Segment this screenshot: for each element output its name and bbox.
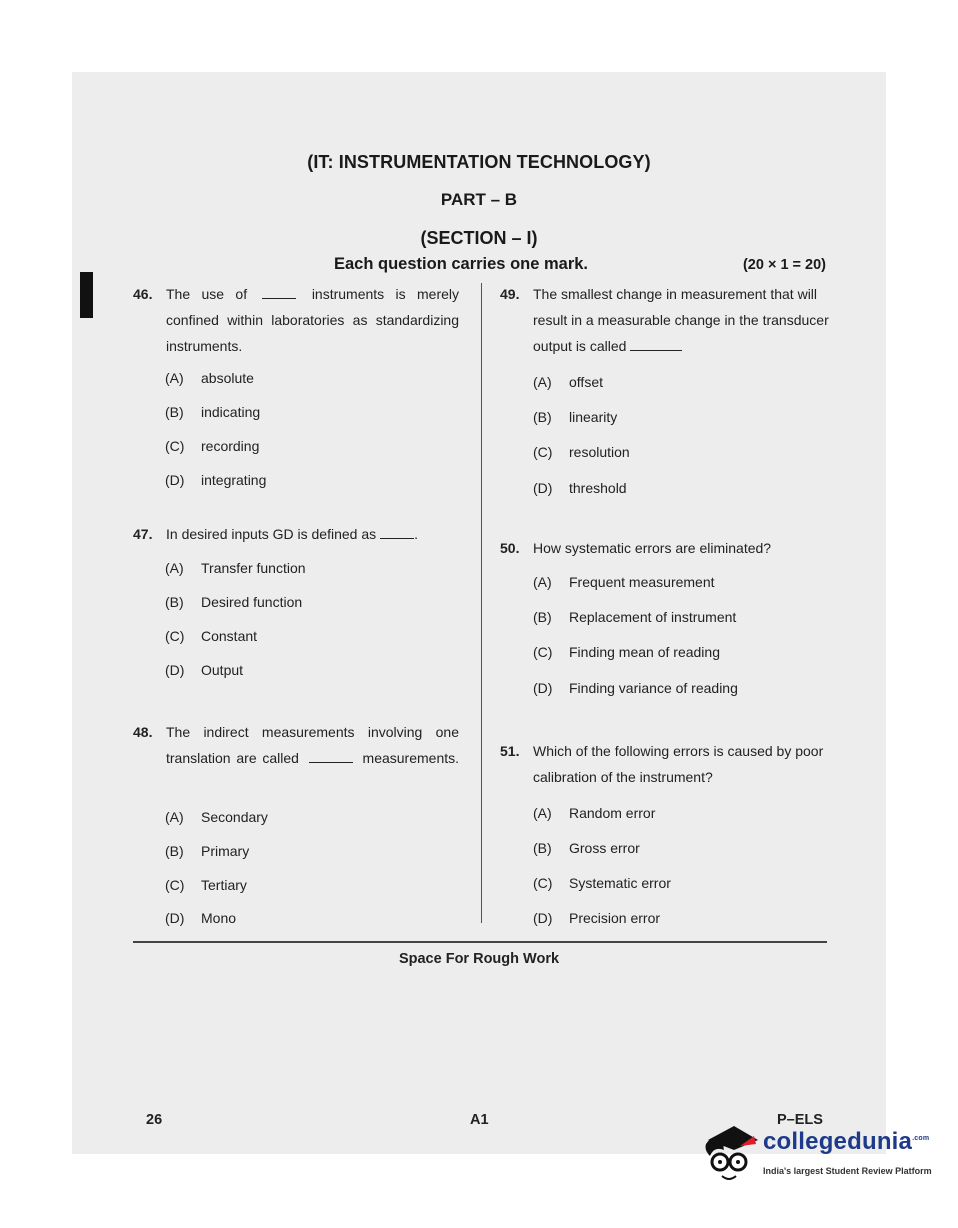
answer-blank bbox=[262, 297, 296, 299]
answer-blank bbox=[630, 349, 682, 351]
option-46b: (B) indicating bbox=[165, 404, 261, 420]
question-48 bbox=[133, 719, 459, 771]
option-46a: (A) absolute bbox=[165, 370, 254, 386]
rough-work-divider bbox=[133, 941, 827, 943]
question-50 bbox=[500, 535, 830, 561]
option-48c: (C) Tertiary bbox=[165, 877, 247, 893]
question-text: The indirect measurements involving one translation are called measurements. bbox=[166, 724, 460, 766]
booklet-code: A1 bbox=[470, 1112, 489, 1128]
question-text: How systematic errors are eliminated? bbox=[533, 540, 772, 556]
question-47 bbox=[133, 521, 463, 547]
option-50b: (B) Replacement of instrument bbox=[533, 609, 737, 625]
option-49c: (C) resolution bbox=[533, 444, 630, 460]
marks-scheme: (20 × 1 = 20) bbox=[742, 257, 826, 273]
page-number: 26 bbox=[146, 1112, 163, 1128]
collegedunia-watermark bbox=[700, 1122, 940, 1194]
section-title: (SECTION – I) bbox=[420, 228, 538, 248]
question-text: The smallest change in measurement that will result in a measurable change in the transducer output is called bbox=[533, 286, 829, 354]
instruction-text: Each question carries one mark. bbox=[334, 255, 589, 273]
option-51b: (B) Gross error bbox=[533, 840, 640, 856]
question-number: 49. bbox=[500, 286, 520, 302]
option-49d: (D) threshold bbox=[533, 480, 627, 496]
column-divider bbox=[481, 283, 482, 923]
question-number: 46. bbox=[133, 286, 153, 302]
option-47c: (C) Constant bbox=[165, 628, 258, 644]
option-50d: (D) Finding variance of reading bbox=[533, 680, 738, 696]
question-text: The use of instruments is merely confined within laboratories as standardizing instruments. bbox=[166, 286, 459, 354]
question-number: 50. bbox=[500, 540, 520, 556]
option-51a: (A) Random error bbox=[533, 805, 656, 821]
option-47b: (B) Desired function bbox=[165, 594, 303, 610]
student-mascot-icon bbox=[700, 1122, 760, 1192]
option-47a: (A) Transfer function bbox=[165, 560, 306, 576]
option-48a: (A) Secondary bbox=[165, 809, 268, 825]
question-49 bbox=[500, 281, 830, 359]
option-48b: (B) Primary bbox=[165, 843, 250, 859]
option-51c: (C) Systematic error bbox=[533, 875, 671, 891]
logo-wordmark: collegedunia$^{.com}$ bbox=[763, 1128, 930, 1155]
question-46 bbox=[133, 281, 459, 359]
option-50a: (A) Frequent measurement bbox=[533, 574, 715, 590]
paper-code: P–ELS bbox=[777, 1112, 823, 1128]
logo-tagline: India's largest Student Review Platform bbox=[763, 1166, 932, 1176]
part-title: PART – B bbox=[440, 190, 518, 209]
question-number: 51. bbox=[500, 743, 520, 759]
option-48d: (D) Mono bbox=[165, 910, 237, 926]
binder-mark bbox=[80, 272, 93, 318]
rough-work-label: Space For Rough Work bbox=[398, 951, 560, 967]
option-46c: (C) recording bbox=[165, 438, 260, 454]
option-47d: (D) Output bbox=[165, 662, 244, 678]
answer-blank bbox=[309, 761, 353, 763]
question-number: 48. bbox=[133, 724, 153, 740]
answer-blank bbox=[380, 537, 414, 539]
question-51 bbox=[500, 738, 830, 790]
question-number: 47. bbox=[133, 526, 153, 542]
option-49a: (A) offset bbox=[533, 374, 603, 390]
option-51d: (D) Precision error bbox=[533, 910, 661, 926]
option-49b: (B) linearity bbox=[533, 409, 618, 425]
question-text: In desired inputs GD is defined as . bbox=[166, 526, 419, 542]
course-title: (IT: INSTRUMENTATION TECHNOLOGY) bbox=[307, 152, 651, 172]
option-50c: (C) Finding mean of reading bbox=[533, 644, 720, 660]
option-46d: (D) integrating bbox=[165, 472, 267, 488]
question-text: Which of the following errors is caused by poor calibration of the instrument? bbox=[533, 743, 824, 785]
